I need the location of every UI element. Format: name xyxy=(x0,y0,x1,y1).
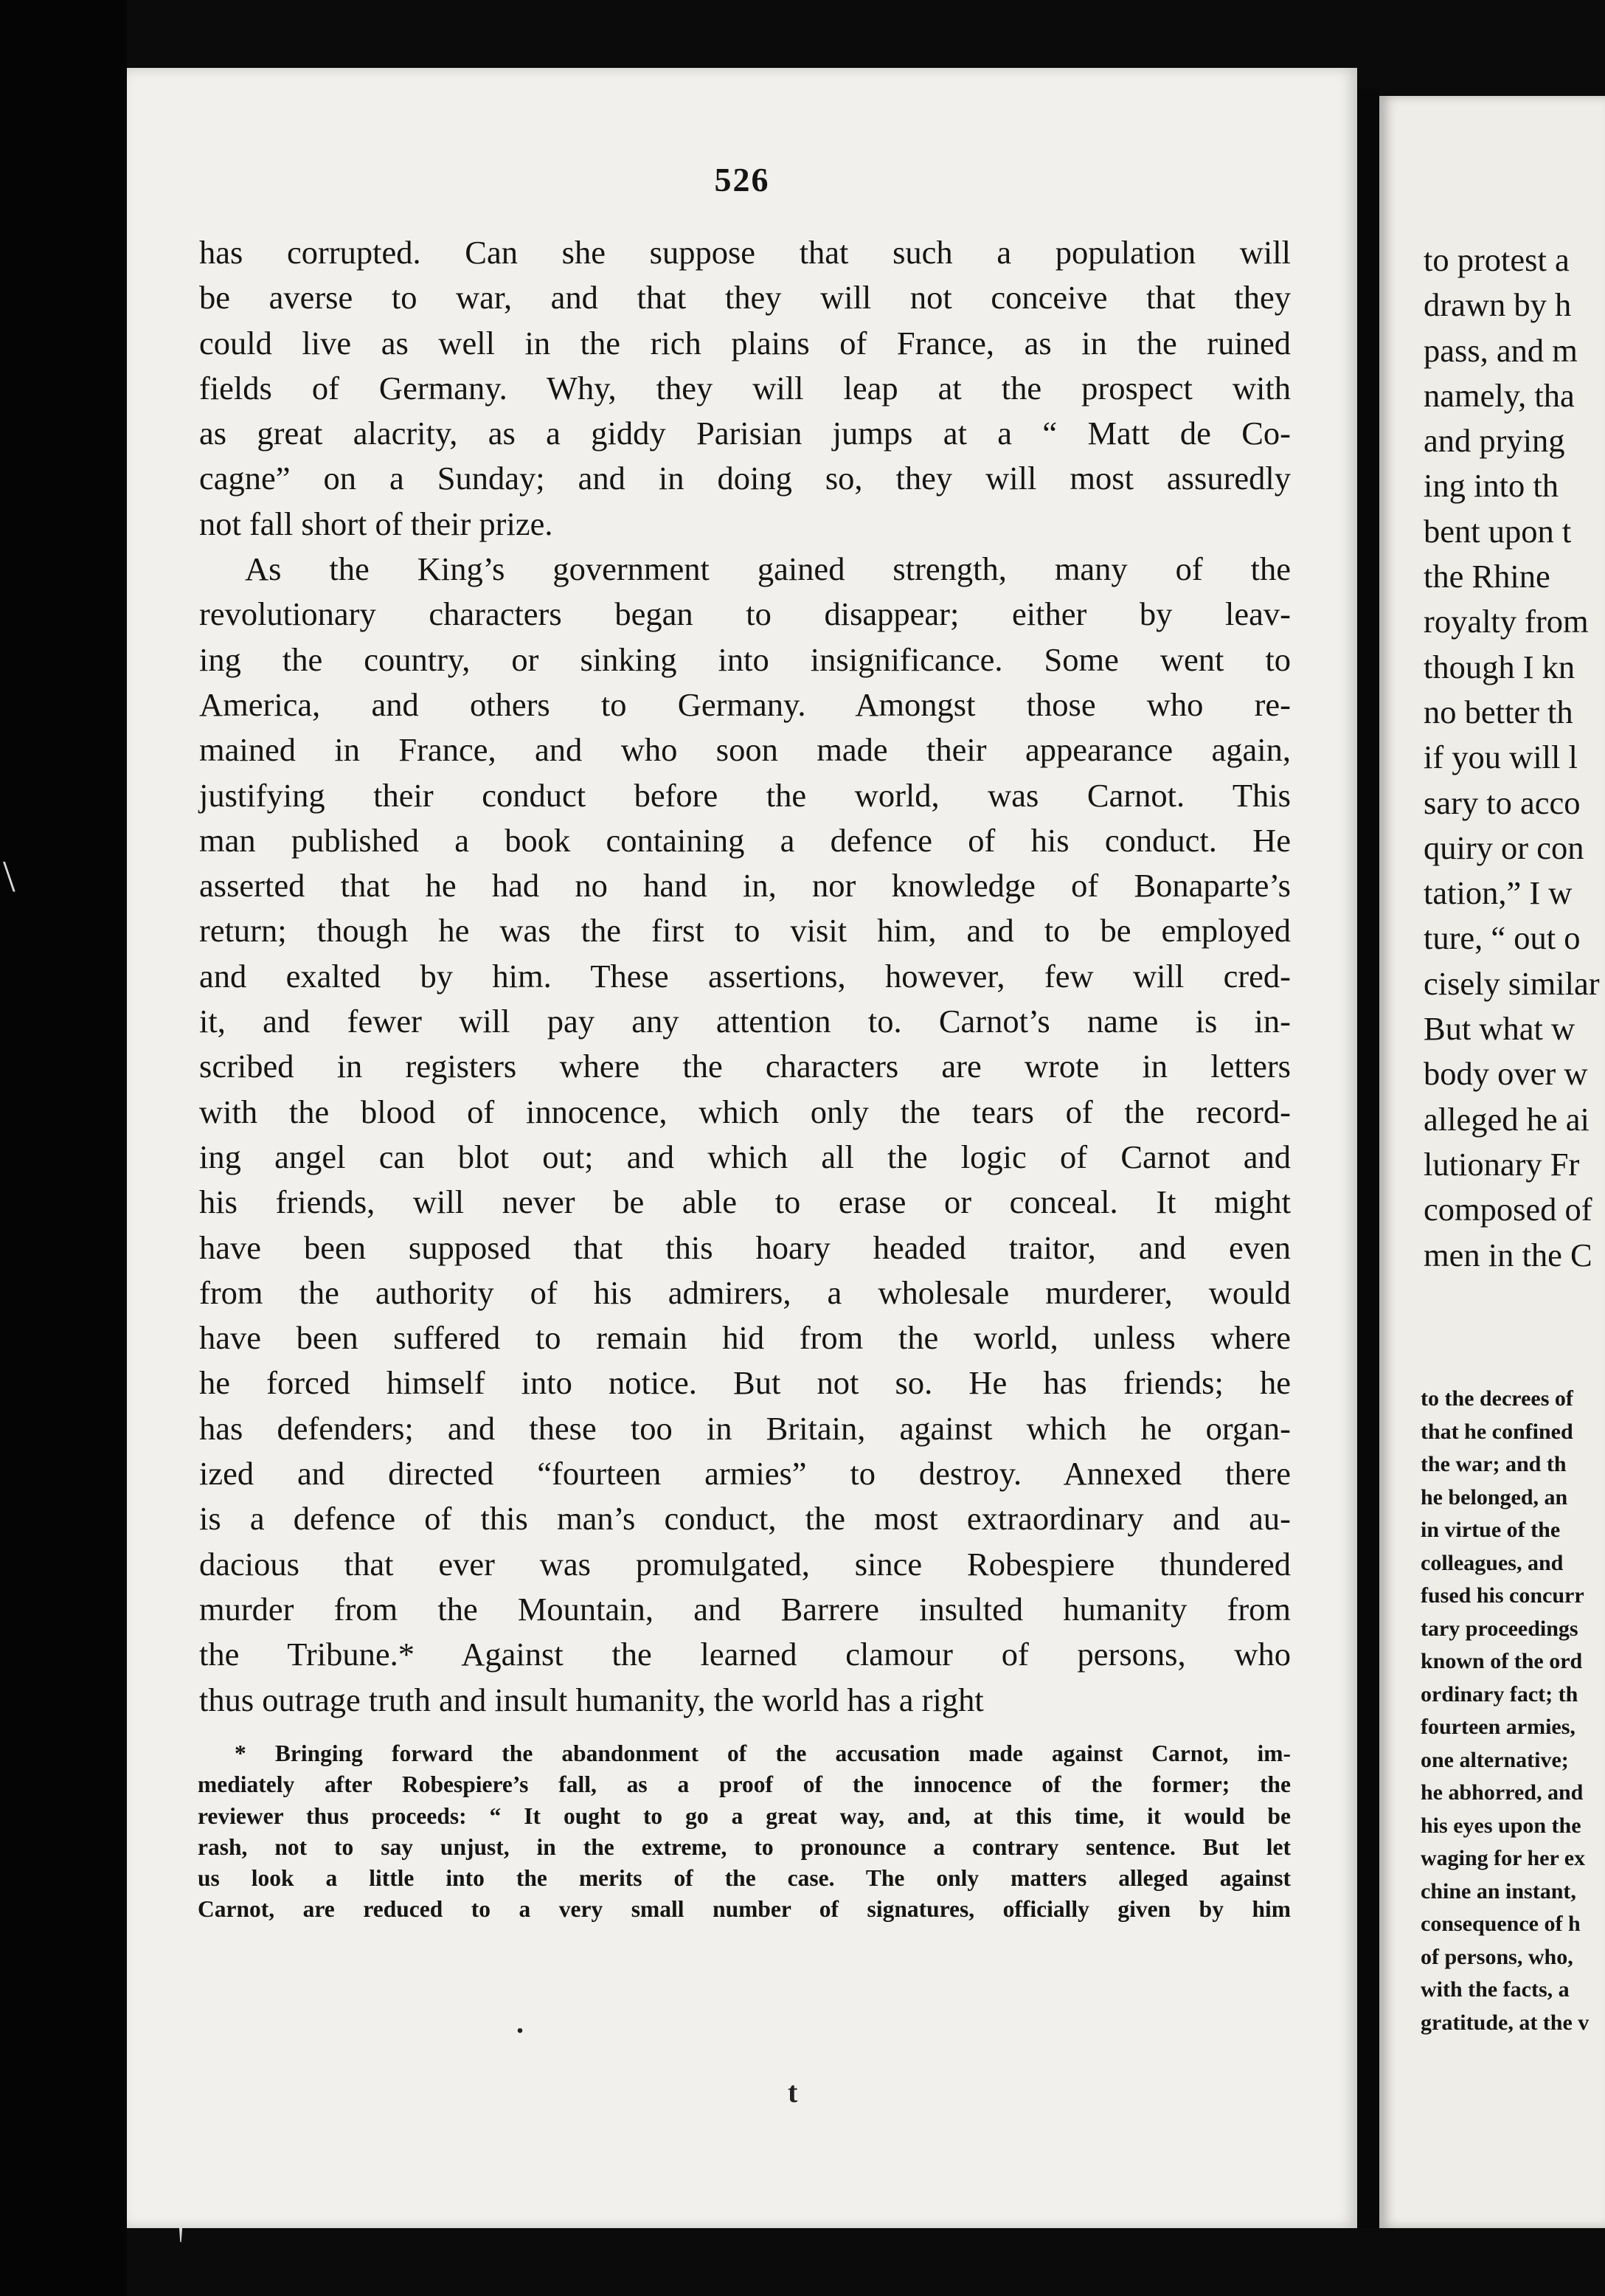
margin-mark: \ xyxy=(3,852,15,901)
footnote-line: us look a little into the merits of the case. The only matters alleged against xyxy=(198,1865,1291,1892)
book-gutter xyxy=(1357,89,1379,2228)
text-line: it, and fewer will pay any attention to. Carnot’s name is in- xyxy=(199,1003,1291,1040)
text-line: ing angel can blot out; and which all the logic of Carnot and xyxy=(199,1138,1291,1175)
text-line: revolutionary characters began to disappear; either by leav- xyxy=(199,595,1291,633)
text-line: asserted that he had no hand in, nor knowledge of Bonaparte’s xyxy=(199,867,1291,905)
text-line: and exalted by him. These assertions, however, few will cred- xyxy=(199,957,1291,995)
text-line: fields of Germany. Why, they will leap at the prospect with xyxy=(199,369,1291,407)
text-line: is a defence of this man’s conduct, the most extraordinary and au- xyxy=(199,1500,1291,1538)
footnote xyxy=(198,1738,1291,1926)
text-line: from the authority of his admirers, a wholesale murderer, would xyxy=(199,1273,1291,1311)
right-footnote-line: ordinary fact; th xyxy=(1421,1681,1578,1707)
text-line: return; though he was the first to visit him, and to be employed xyxy=(199,912,1291,950)
main-body-text xyxy=(199,230,1291,1723)
right-footnote-line: he abhorred, and xyxy=(1421,1780,1584,1805)
page-number: 526 xyxy=(714,161,770,198)
right-text-line: the Rhine xyxy=(1424,558,1550,595)
right-footnote-line: he belonged, an xyxy=(1421,1484,1568,1510)
text-line: his friends, will never be able to erase or conceal. It might xyxy=(199,1183,1291,1221)
text-line: have been suffered to remain hid from the world, unless where xyxy=(199,1319,1291,1357)
text-line: could live as well in the rich plains of France, as in the ruined xyxy=(199,324,1291,362)
right-text-line: no better th xyxy=(1424,693,1573,730)
text-line: man published a book containing a defence of his conduct. He xyxy=(199,821,1291,859)
footnote-rule xyxy=(199,1732,1291,1733)
right-text-line: if you will l xyxy=(1424,739,1578,776)
right-text-line: body over w xyxy=(1424,1055,1588,1093)
footnote-line: mediately after Robespiere’s fall, as a proof of the innocence of the former; the xyxy=(198,1771,1291,1798)
right-footnote-line: tary proceedings xyxy=(1421,1616,1578,1641)
right-text-line: lutionary Fr xyxy=(1424,1145,1580,1183)
right-page xyxy=(1379,96,1605,2228)
right-footnote-line: his eyes upon the xyxy=(1421,1813,1581,1838)
right-footnote-line: the war; and th xyxy=(1421,1452,1567,1476)
right-footnote-line: colleagues, and xyxy=(1421,1550,1564,1575)
text-line: be averse to war, and that they will not conceive that they xyxy=(199,279,1291,317)
text-line: not fall short of their prize. xyxy=(199,505,553,542)
text-line: as great alacrity, as a giddy Parisian jumps at a “ Matt de Co- xyxy=(199,415,1291,452)
text-line: the Tribune.* Against the learned clamour of persons, who xyxy=(199,1636,1291,1673)
text-line: mained in France, and who soon made their appearance again, xyxy=(199,731,1291,769)
right-footnote-line: in virtue of the xyxy=(1421,1518,1561,1542)
right-footnote-line: consequence of h xyxy=(1421,1912,1581,1936)
text-line: he forced himself into notice. But not so. He has friends; he xyxy=(199,1364,1291,1402)
right-text-line: composed of xyxy=(1424,1191,1592,1228)
right-text-line: But what w xyxy=(1424,1010,1575,1048)
scan-background-left xyxy=(0,0,127,2296)
right-footnote-line: of persons, who, xyxy=(1421,1944,1573,1969)
right-text-line: ture, “ out o xyxy=(1424,919,1581,957)
right-text-line: pass, and m xyxy=(1424,331,1578,369)
stray-mark-t: t xyxy=(788,2075,798,2109)
right-text-line: bent upon t xyxy=(1424,512,1572,550)
right-footnote-line: waging for her ex xyxy=(1421,1846,1586,1870)
text-line: has corrupted. Can she suppose that such a population will xyxy=(199,234,1291,271)
right-footnote-line: gratitude, at the v xyxy=(1421,2010,1590,2035)
footnote-line: * Bringing forward the abandonment of the accusation made against Carnot, im- xyxy=(235,1740,1291,1766)
right-text-line: ing into th xyxy=(1424,467,1559,505)
right-footnote-line: to the decrees of xyxy=(1421,1386,1573,1411)
right-text-line: drawn by h xyxy=(1424,286,1572,324)
text-line: has defenders; and these too in Britain, against which he organ- xyxy=(199,1409,1291,1447)
right-text-line: to protest a xyxy=(1424,241,1570,278)
text-line: murder from the Mountain, and Barrere insulted humanity from xyxy=(199,1590,1291,1628)
right-footnote-line: that he confined xyxy=(1421,1419,1573,1444)
footnote-line: reviewer thus proceeds: “ It ought to go a great way, and, at this time, it would be xyxy=(198,1802,1291,1829)
text-line: have been supposed that this hoary headed traitor, and even xyxy=(199,1228,1291,1266)
right-text-line: namely, tha xyxy=(1424,376,1575,414)
right-footnote-line: chine an instant, xyxy=(1421,1878,1576,1903)
right-page-footnote xyxy=(1421,1383,1605,2039)
right-footnote-line: one alternative; xyxy=(1421,1747,1569,1772)
right-text-line: alleged he ai xyxy=(1424,1100,1590,1138)
text-line: ing the country, or sinking into insignificance. Some went to xyxy=(199,640,1291,678)
right-text-line: though I kn xyxy=(1424,648,1575,685)
text-line: thus outrage truth and insult humanity, the world has a right xyxy=(199,1681,984,1718)
right-footnote-line: fourteen armies, xyxy=(1421,1715,1575,1739)
right-footnote-line: with the facts, a xyxy=(1421,1977,1570,2002)
text-line: America, and others to Germany. Amongst those who re- xyxy=(199,685,1291,723)
right-page-text xyxy=(1424,238,1605,1278)
stray-mark: . xyxy=(516,2006,524,2039)
right-text-line: cisely similar xyxy=(1424,964,1600,1002)
footnote-line: rash, not to say unjust, in the extreme, to pronounce a contrary sentence. But let xyxy=(198,1833,1291,1860)
text-line: As the King’s government gained strength, many of the xyxy=(245,550,1291,588)
right-text-line: men in the C xyxy=(1424,1236,1592,1273)
text-line: cagne” on a Sunday; and in doing so, they will most assuredly xyxy=(199,460,1291,497)
text-line: with the blood of innocence, which only the tears of the record- xyxy=(199,1093,1291,1130)
footnote-line: Carnot, are reduced to a very small number of signatures, officially given by him xyxy=(198,1896,1291,1923)
right-text-line: tation,” I w xyxy=(1424,874,1573,912)
right-text-line: quiry or con xyxy=(1424,829,1584,866)
right-text-line: and prying xyxy=(1424,422,1565,460)
text-line: ized and directed “fourteen armies” to destroy. Annexed there xyxy=(199,1455,1291,1493)
right-text-line: royalty from xyxy=(1424,603,1589,640)
text-line: justifying their conduct before the world, was Carnot. This xyxy=(199,776,1291,814)
text-line: dacious that ever was promulgated, since Robespiere thundered xyxy=(199,1545,1291,1583)
right-text-line: sary to acco xyxy=(1424,784,1581,821)
right-footnote-line: fused his concurr xyxy=(1421,1583,1584,1608)
text-line: scribed in registers where the characters are wrote in letters xyxy=(199,1048,1291,1085)
right-footnote-line: known of the ord xyxy=(1421,1649,1583,1673)
